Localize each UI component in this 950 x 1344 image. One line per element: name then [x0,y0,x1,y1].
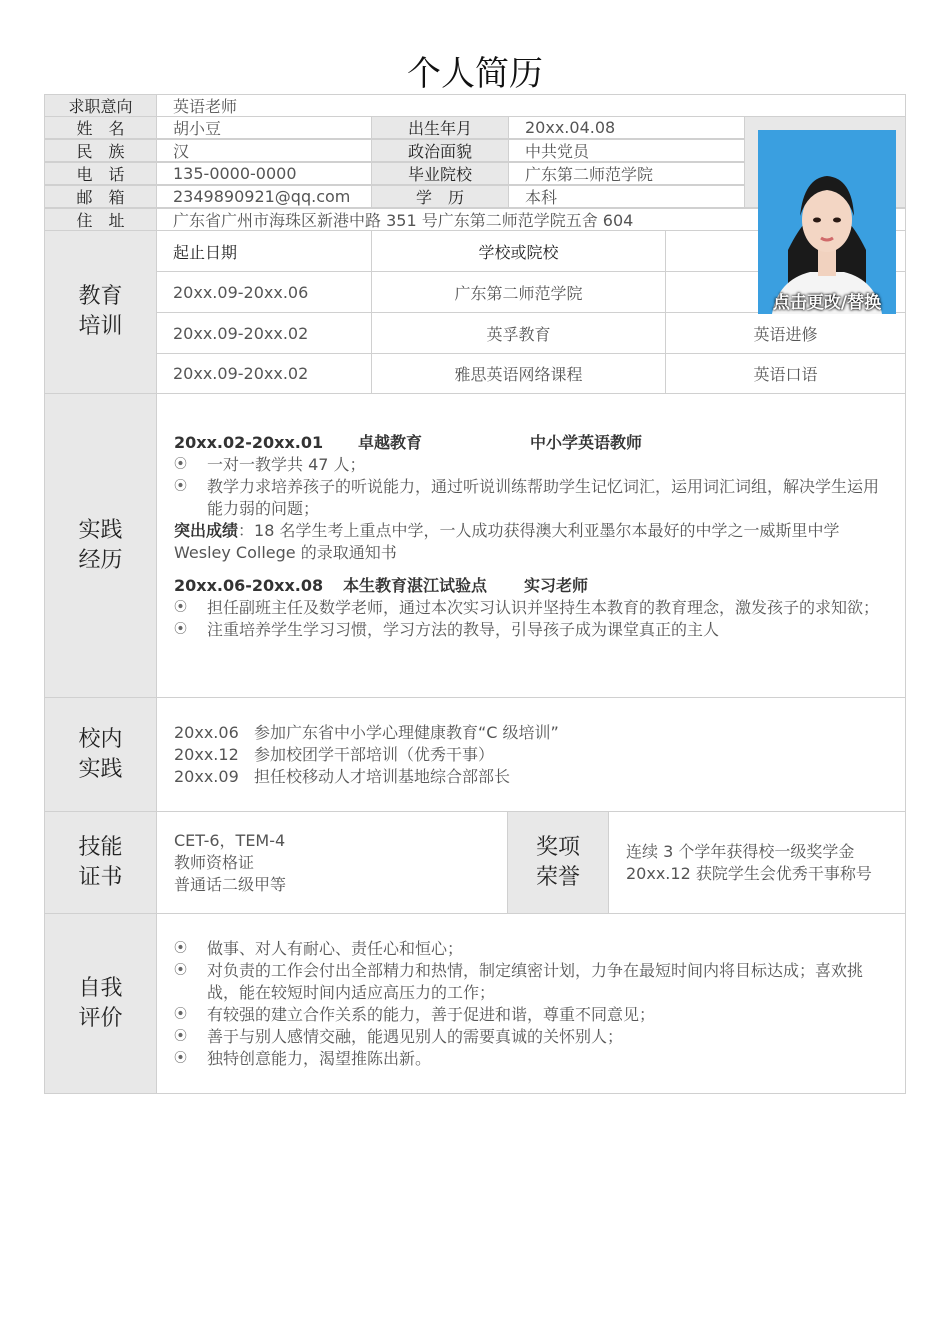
job-1-achievement [174,520,894,564]
job-1-bullet: ⦿ 教学力求培养孩子的听说能力，通过听说训练帮助学生记忆词汇，运用词汇词组，解决学生运用能力弱的问题； [174,477,880,518]
job-2-period: 20xx.06-20xx.08 [174,576,324,595]
politics-value: 中共党员 [508,139,745,162]
name-value: 胡小豆 [156,116,372,139]
campus-list [174,722,894,788]
school-label: 毕业院校 [371,162,509,185]
job-1-period: 20xx.02-20xx.01 [174,433,324,452]
campus-content [156,697,906,812]
campus-item-date: 20xx.12 [174,745,239,764]
birth-value: 20xx.04.08 [508,116,745,139]
bullet-icon: ⦿ [174,479,188,494]
job-2-header [174,575,894,597]
edu-row-2-major: 英语进修 [665,312,906,354]
campus-item-text: 参加校团学干部培训（优秀干事） [254,745,495,764]
address-label: 住 址 [44,208,157,231]
campus-item-text: 参加广东省中小学心理健康教育“C 级培训” [254,723,559,742]
page-title: 个人简历 [407,54,543,94]
address-value: 广东省广州市海珠区新港中路 351 号广东第二师范学院五舍 604 [156,208,906,231]
experience-job-2 [174,575,894,641]
skills-content [156,811,508,914]
self-eval-list [174,938,894,1070]
campus-item [174,766,894,788]
job-intent-label: 求职意向 [44,94,157,117]
self-eval-section-label [44,913,157,1094]
portrait-image [758,130,896,314]
job-2-company: 本生教育湛江试验点 [343,576,488,595]
campus-item-date: 20xx.09 [174,767,239,786]
skill-item: 教师资格证 [174,853,255,872]
bullet-icon: ⦿ [174,963,188,978]
email-label: 邮 箱 [44,185,157,208]
achievement-label: 突出成绩 [174,521,239,540]
job-1-header [174,432,894,454]
awards-content [608,811,906,914]
job-2-role: 实习老师 [524,576,589,595]
edu-row-2-school: 英孚教育 [371,312,666,354]
degree-label: 学 历 [371,185,509,208]
experience-section-text: 实践经历 [78,517,123,573]
self-eval-section-text: 自我评价 [78,975,123,1031]
award-item: 20xx.12 获院学生会优秀干事称号 [626,864,872,883]
self-eval-item: ⦿ 对负责的工作会付出全部精力和热情，制定缜密计划，力争在最短时间内将目标达成；喜欢挑战，能在较短时间内适应高压力的工作； [174,961,864,1002]
school-value: 广东第二师范学院 [508,162,745,185]
bullet-icon: ⦿ [174,1029,188,1044]
edu-row-3-date: 20xx.09-20xx.02 [156,353,372,394]
job-2-bullet: ⦿ 担任副班主任及数学老师，通过本次实习认识并坚持生本教育的教育理念，激发孩子的求知欲； [174,598,880,617]
skills-section-text: 技能证书 [78,834,123,890]
change-photo-button[interactable]: 点击更改/替换 [772,293,882,313]
bullet-icon: ⦿ [174,457,188,472]
bullet-icon: ⦿ [174,1007,188,1022]
campus-section-label [44,697,157,812]
ethnic-label: 民 族 [44,139,157,162]
self-eval-item: ⦿ 善于与别人感情交融，能遇见别人的需要真诚的关怀别人； [174,1027,624,1046]
skill-item: 普通话二级甲等 [174,875,287,894]
bullet-icon: ⦿ [174,622,188,637]
degree-value: 本科 [508,185,745,208]
email-value: 2349890921@qq.com [156,185,372,208]
campus-item [174,744,894,766]
awards-list [626,841,872,885]
ethnic-value: 汉 [156,139,372,162]
self-eval-item: ⦿ 做事、对人有耐心、责任心和恒心； [174,939,464,958]
education-section-text: 教育培训 [78,284,123,339]
job-1-bullet: ⦿ 一对一教学共 47 人； [174,455,366,474]
self-eval-item: ⦿ 独特创意能力，渴望推陈出新。 [174,1049,432,1068]
campus-item-date: 20xx.06 [174,723,239,742]
edu-header-school: 学校或院校 [371,230,666,272]
awards-section-text: 奖项荣誉 [536,834,581,890]
edu-row-3-major: 英语口语 [665,353,906,394]
bullet-icon: ⦿ [174,941,188,956]
edu-row-2-date: 20xx.09-20xx.02 [156,312,372,354]
campus-item [174,722,894,744]
skills-section-label [44,811,157,914]
achievement-text: ：18 名学生考上重点中学，一人成功获得澳大利亚墨尔本最好的中学之一威斯里中学 Wesley College 的录取通知书 [174,521,840,562]
awards-section-label [507,811,609,914]
campus-section-text: 校内实践 [78,726,123,782]
job-intent-value: 英语老师 [156,94,906,117]
phone-value: 135-0000-0000 [156,162,372,185]
name-label: 姓 名 [44,116,157,139]
birth-label: 出生年月 [371,116,509,139]
experience-content [156,393,906,698]
self-eval-content [156,913,906,1094]
award-item: 连续 3 个学年获得校一级奖学金 [626,842,855,861]
bullet-icon: ⦿ [174,1051,188,1066]
job-1-company: 卓越教育 [358,433,423,452]
bullet-icon: ⦿ [174,600,188,615]
politics-label: 政治面貌 [371,139,509,162]
self-eval-item: ⦿ 有较强的建立合作关系的能力，善于促进和谐，尊重不同意见； [174,1005,656,1024]
job-1-role: 中小学英语教师 [530,433,643,452]
skill-item: CET-6，TEM-4 [174,831,286,850]
campus-item-text: 担任校移动人才培训基地综合部部长 [254,767,511,786]
experience-section-label [44,393,157,698]
skills-list [174,830,286,896]
edu-row-1-date: 20xx.09-20xx.06 [156,271,372,313]
profile-photo[interactable] [758,130,896,314]
job-2-bullet: ⦿ 注重培养学生学习习惯，学习方法的教导，引导孩子成为课堂真正的主人 [174,620,720,639]
edu-row-3-school: 雅思英语网络课程 [371,353,666,394]
education-section-label [44,230,157,394]
experience-job-1 [174,432,894,564]
edu-header-date: 起止日期 [156,230,372,272]
phone-label: 电 话 [44,162,157,185]
edu-row-1-school: 广东第二师范学院 [371,271,666,313]
